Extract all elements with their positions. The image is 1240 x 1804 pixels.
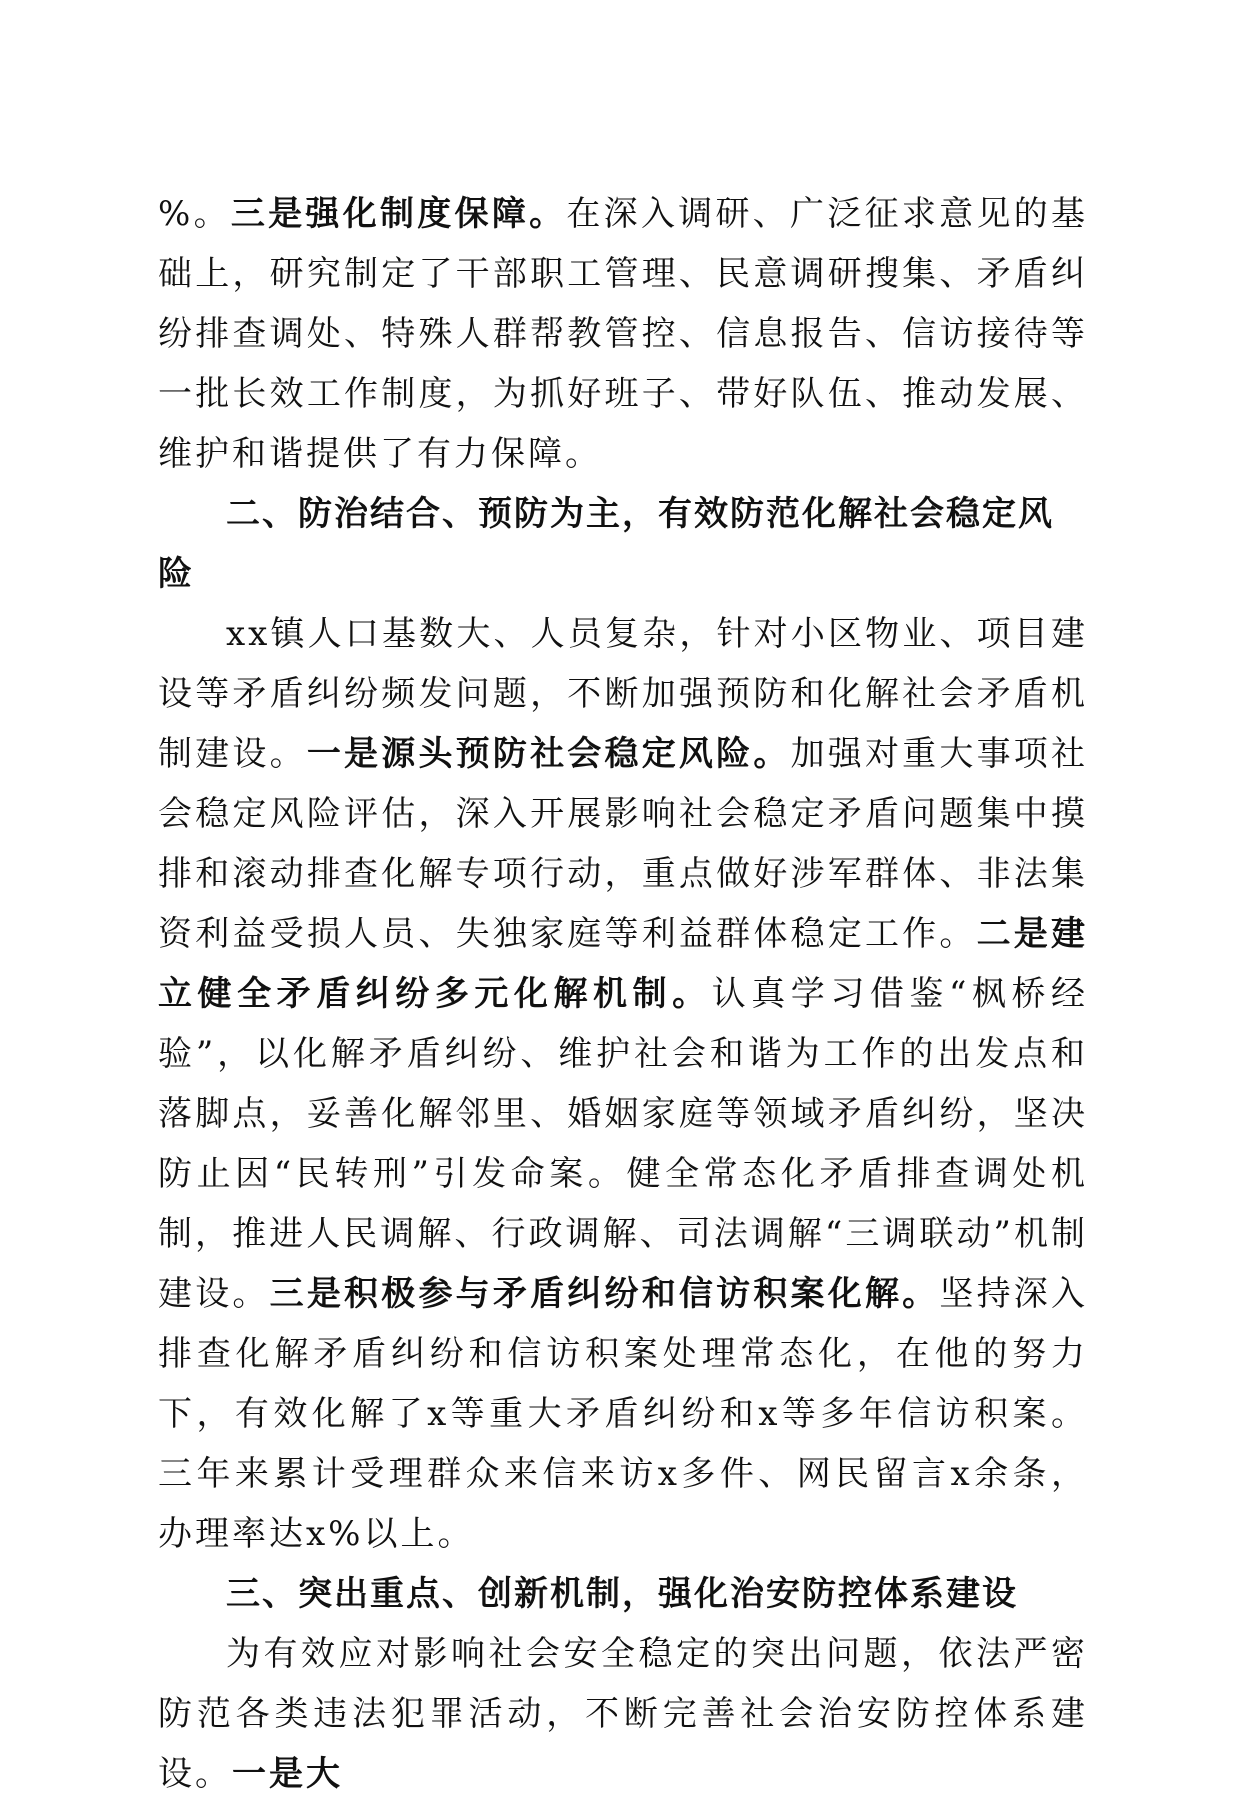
paragraph-text: 加强对重大事项社会稳定风险评估，深入开展影响社会稳定矛盾问题集中摸排和滚动排查化解专项行动，重点做好涉军群体、非法集资利益受损人员、失独家庭等利益群体稳定工作。: [158, 734, 1089, 954]
paragraph-text: 为有效应对影响社会安全稳定的突出问题，依法严密防范各类违法犯罪活动，不断完善社会治安防控体系建设。: [158, 1634, 1088, 1794]
paragraph-risk-prevention: [158, 604, 1088, 1564]
bold-key-point: 二是建立健全矛盾纠纷多元化解机制。: [158, 914, 1089, 1014]
section-heading-3: 三、突出重点、创新机制，强化治安防控体系建设: [226, 1574, 1018, 1614]
paragraph-text: 坚持深入排查化解矛盾纠纷和信访积案处理常态化，在他的努力下，有效化解了x等重大矛盾纠纷和x等多年信访积案。三年来累计受理群众来信来访x多件、网民留言x余条，办理率达x%以上。: [158, 1274, 1088, 1554]
paragraph-text: 在深入调研、广泛征求意见的基础上，研究制定了干部职工管理、民意调研搜集、矛盾纠纷排查调处、特殊人群帮教管控、信息报告、信访接待等一批长效工作制度，为抓好班子、带好队伍、推动发展、维护和谐提供了有力保障。: [158, 194, 1089, 474]
bold-key-point: 一是源头预防社会稳定风险。: [306, 734, 791, 774]
paragraph-text: xx镇人口基数大、人员复杂，针对小区物业、项目建设等矛盾纠纷频发问题，不断加强预防和化解社会矛盾机制建设。: [158, 614, 1088, 774]
bold-key-point: 三是积极参与矛盾纠纷和信访积案化解。: [269, 1274, 940, 1314]
bold-key-point: 三是强化制度保障。: [230, 194, 567, 234]
document-body: [158, 184, 1088, 1804]
paragraph-text: 认真学习借鉴“枫桥经验”，以化解矛盾纠纷、维护社会和谐为工作的出发点和落脚点，妥善化解邻里、婚姻家庭等领域矛盾纠纷，坚决防止因“民转刑”引发命案。健全常态化矛盾排查调处机制，推进人民调解、行政调解、司法调解“三调联动”机制建设。: [158, 974, 1089, 1314]
paragraph-text: %。: [158, 194, 231, 234]
section-heading-2: 二、防治结合、预防为主，有效防范化解社会稳定风险: [158, 494, 1054, 594]
bold-key-point: 一是大: [232, 1754, 343, 1794]
paragraph-security-system: [158, 1624, 1088, 1804]
paragraph-institutional-guarantee: [158, 184, 1088, 484]
